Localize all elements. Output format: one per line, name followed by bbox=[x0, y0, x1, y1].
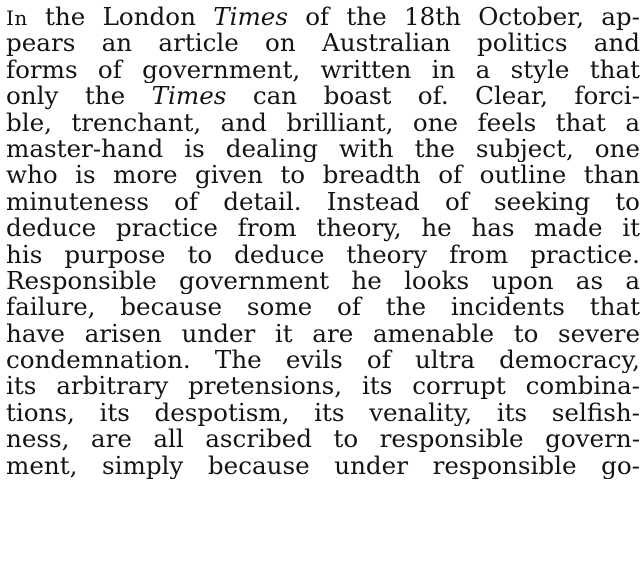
italic-title: Times bbox=[151, 83, 227, 110]
text-segment: can boast of. Clear, forci- bbox=[226, 83, 640, 110]
text-line-6: master-hand is dealing with the subject, one bbox=[6, 135, 640, 163]
text-segment: of the 18th October, ap- bbox=[287, 4, 640, 31]
text-line-8: minuteness of detail. Instead of seeking to bbox=[6, 188, 640, 216]
text-line-18: ment, simply because under responsible go- bbox=[6, 452, 640, 480]
text-line-9: deduce practice from theory, he has made it bbox=[6, 215, 640, 242]
text-line-17: ness, are all ascribed to responsible govern- bbox=[6, 426, 640, 453]
article-text-block bbox=[6, 4, 640, 479]
text-line-10: his purpose to deduce theory from practice. bbox=[6, 241, 640, 268]
text-line-3: forms of government, written in a style that bbox=[6, 56, 640, 84]
text-segment: the London bbox=[27, 4, 214, 31]
italic-title: Times bbox=[213, 4, 288, 31]
text-line-1 bbox=[6, 4, 640, 30]
text-line-13: have arisen under it are amenable to severe bbox=[6, 320, 640, 348]
text-segment: only the bbox=[6, 83, 152, 110]
text-line-11: Responsible government he looks upon as a bbox=[6, 267, 640, 295]
text-line-15: its arbitrary pretensions, its corrupt combina- bbox=[6, 373, 640, 400]
dropcap-word: In bbox=[6, 6, 28, 30]
text-line-4 bbox=[6, 83, 640, 109]
text-line-14: condemnation. The evils of ultra democracy, bbox=[6, 347, 640, 374]
text-line-7: who is more given to breadth of outline than bbox=[6, 162, 640, 189]
text-line-2: pears an article on Australian politics and bbox=[6, 30, 640, 57]
text-line-5: ble, trenchant, and brilliant, one feels that a bbox=[6, 109, 640, 136]
text-line-16: tions, its despotism, its venality, its selfish- bbox=[6, 399, 640, 427]
text-line-12: failure, because some of the incidents that bbox=[6, 294, 640, 321]
